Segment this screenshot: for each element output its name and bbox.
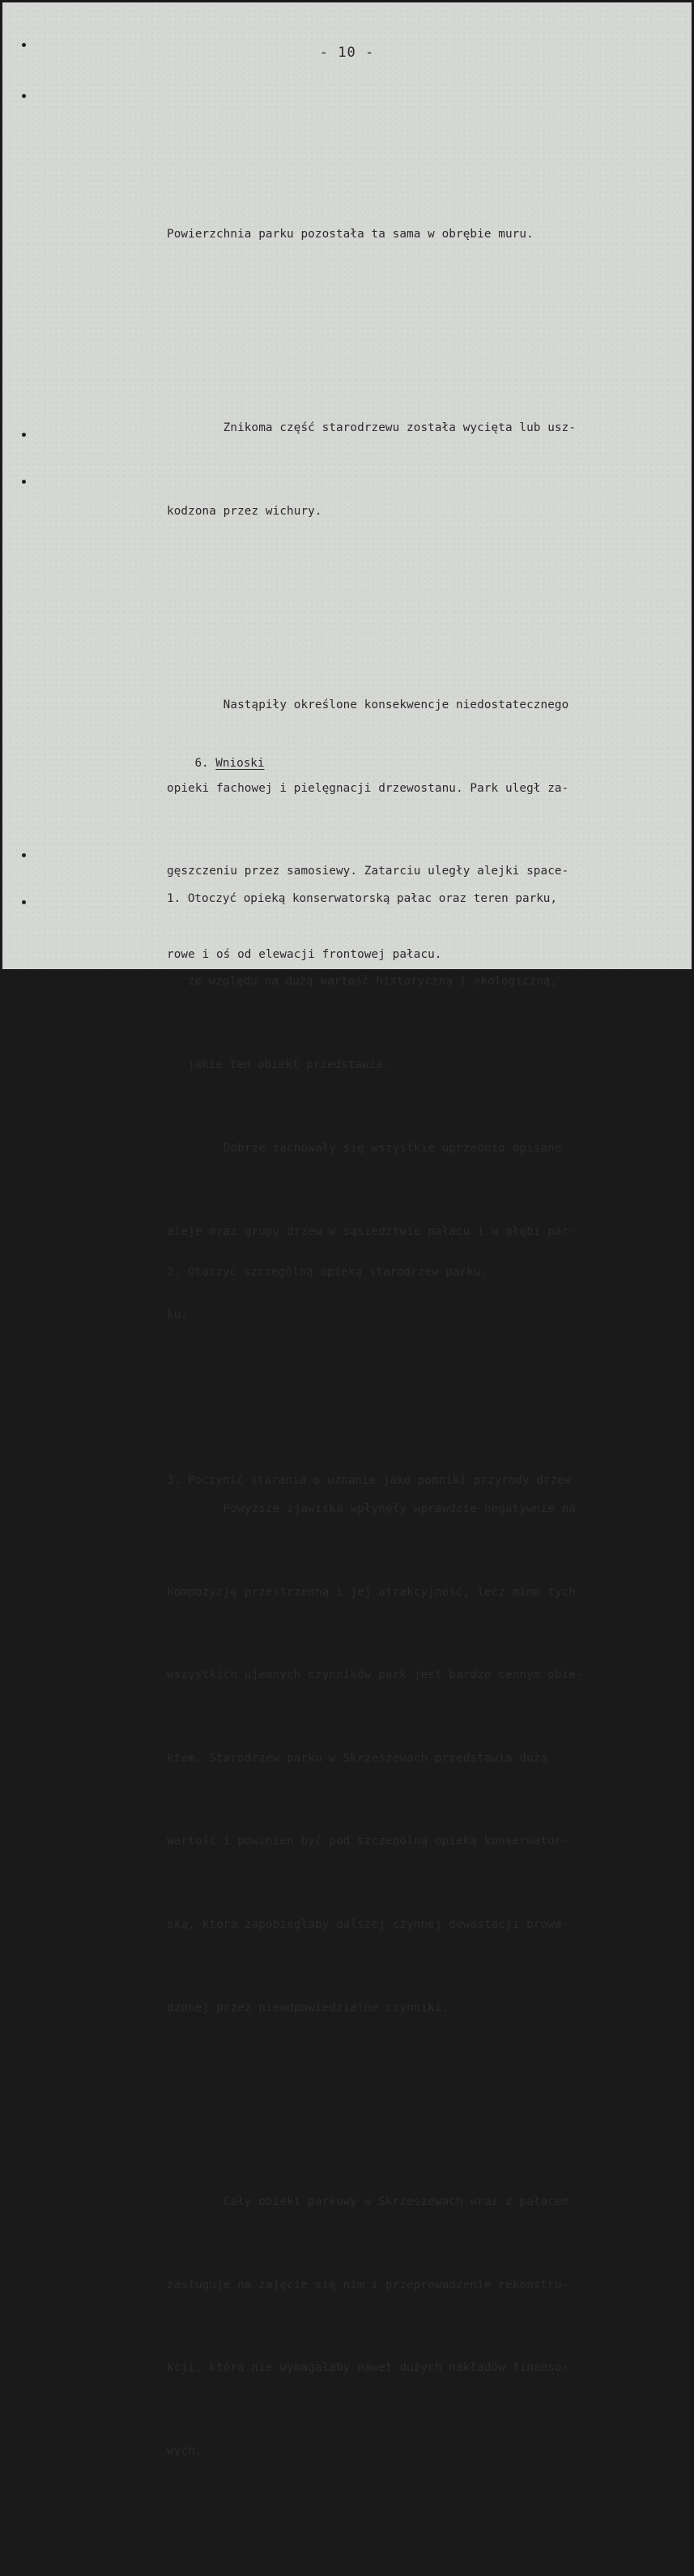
text-line: gęszczeniu przez samosiewy. Zatarciu uległy alejki space- <box>167 865 569 878</box>
paragraph <box>167 164 662 303</box>
punch-hole <box>22 853 26 857</box>
punch-hole <box>22 900 26 904</box>
text-line: ze względu na dużą wartość historyczną i ekologiczną, <box>187 975 558 989</box>
text-line: aleje oraz grupy drzew w sąsiedztwie pałacu i w głębi par- <box>167 1225 577 1238</box>
text-line: Cały obiekt parkowy w Skrzeszewach wraz z pałacem <box>167 2194 569 2208</box>
text-line: wartość i powinien być pod szczególną opieką konserwator- <box>167 1835 569 1848</box>
text-line: Nastąpiły określone konsekwencje niedostatecznego <box>167 698 569 712</box>
text-line: Otoczyć szczególną opieką starodrzew parku. <box>187 1266 488 1279</box>
text-line: Znikoma część starodrzewu została wycięta lub usz- <box>167 421 577 435</box>
section-number: 6. <box>194 757 209 770</box>
text-line: kcji, która nie wymagałaby nawet dużych nakładów finanso- <box>167 2361 569 2375</box>
text-line: wszystkich ujemnych czynników park jest bardzo cennym obie- <box>167 1668 583 1682</box>
text-line: Otoczyć opieką konserwatorską pałac oraz teren parku, <box>187 891 558 905</box>
text-line: Powyższe zjawiska wpłynęły wprawdzie negatywnie na <box>167 1502 577 1515</box>
text-line: wych. <box>167 2444 202 2458</box>
text-line: Dobrze zachowały się wszystkie uprzednio opisane <box>167 1142 562 1156</box>
text-line: Powierzchnia parku pozostała ta sama w obrębie muru. <box>167 227 534 241</box>
paragraph <box>167 359 662 581</box>
text-line: kompozycję przestrzenną i jej atrakcyjność, lecz mimo tych <box>167 1585 577 1599</box>
item-number: 1. <box>167 891 181 905</box>
text-line: kodzona przez wichury. <box>167 504 322 518</box>
document-page <box>2 2 692 2458</box>
text-line: dzonej przez nieodpowiedzialne czynniki. <box>167 2001 449 2014</box>
section-title: Wnioski <box>215 757 265 770</box>
text-line: opieki fachowej i pielęgnacji drzewostanu. Park uległ za- <box>167 781 569 795</box>
text-line: ktem. Starodrzew parku w Skrzeszewach przedstawia dużą <box>167 1751 548 1765</box>
paragraph <box>167 2133 662 2521</box>
text-line: zasługuje na zajęcie się nim i przeprowadzenie rekonstru- <box>167 2278 569 2292</box>
text-line: Poczynić starania o uznanie jako pomniki przyrody drzew <box>187 1473 572 1487</box>
punch-hole <box>22 433 26 437</box>
text-line: ku. <box>167 1308 189 1322</box>
punch-hole <box>22 94 26 98</box>
text-line: jakie ten obiekt przedstawia. <box>187 1058 390 1071</box>
text-line: ską, która zapobiegłaby dalszej czynnej dewastacji prowa- <box>167 1917 569 1931</box>
page-number: - 10 - <box>319 45 375 61</box>
punch-hole <box>22 480 26 484</box>
item-number: 3. <box>167 1473 181 1487</box>
list-item <box>167 1203 669 1342</box>
list-item <box>167 1411 669 1549</box>
conclusions-list <box>167 774 669 1605</box>
text-line: rowe i oś od elewacji frontowej pałacu. <box>167 948 442 961</box>
item-number: 2. <box>167 1266 181 1279</box>
list-item <box>167 829 669 1134</box>
